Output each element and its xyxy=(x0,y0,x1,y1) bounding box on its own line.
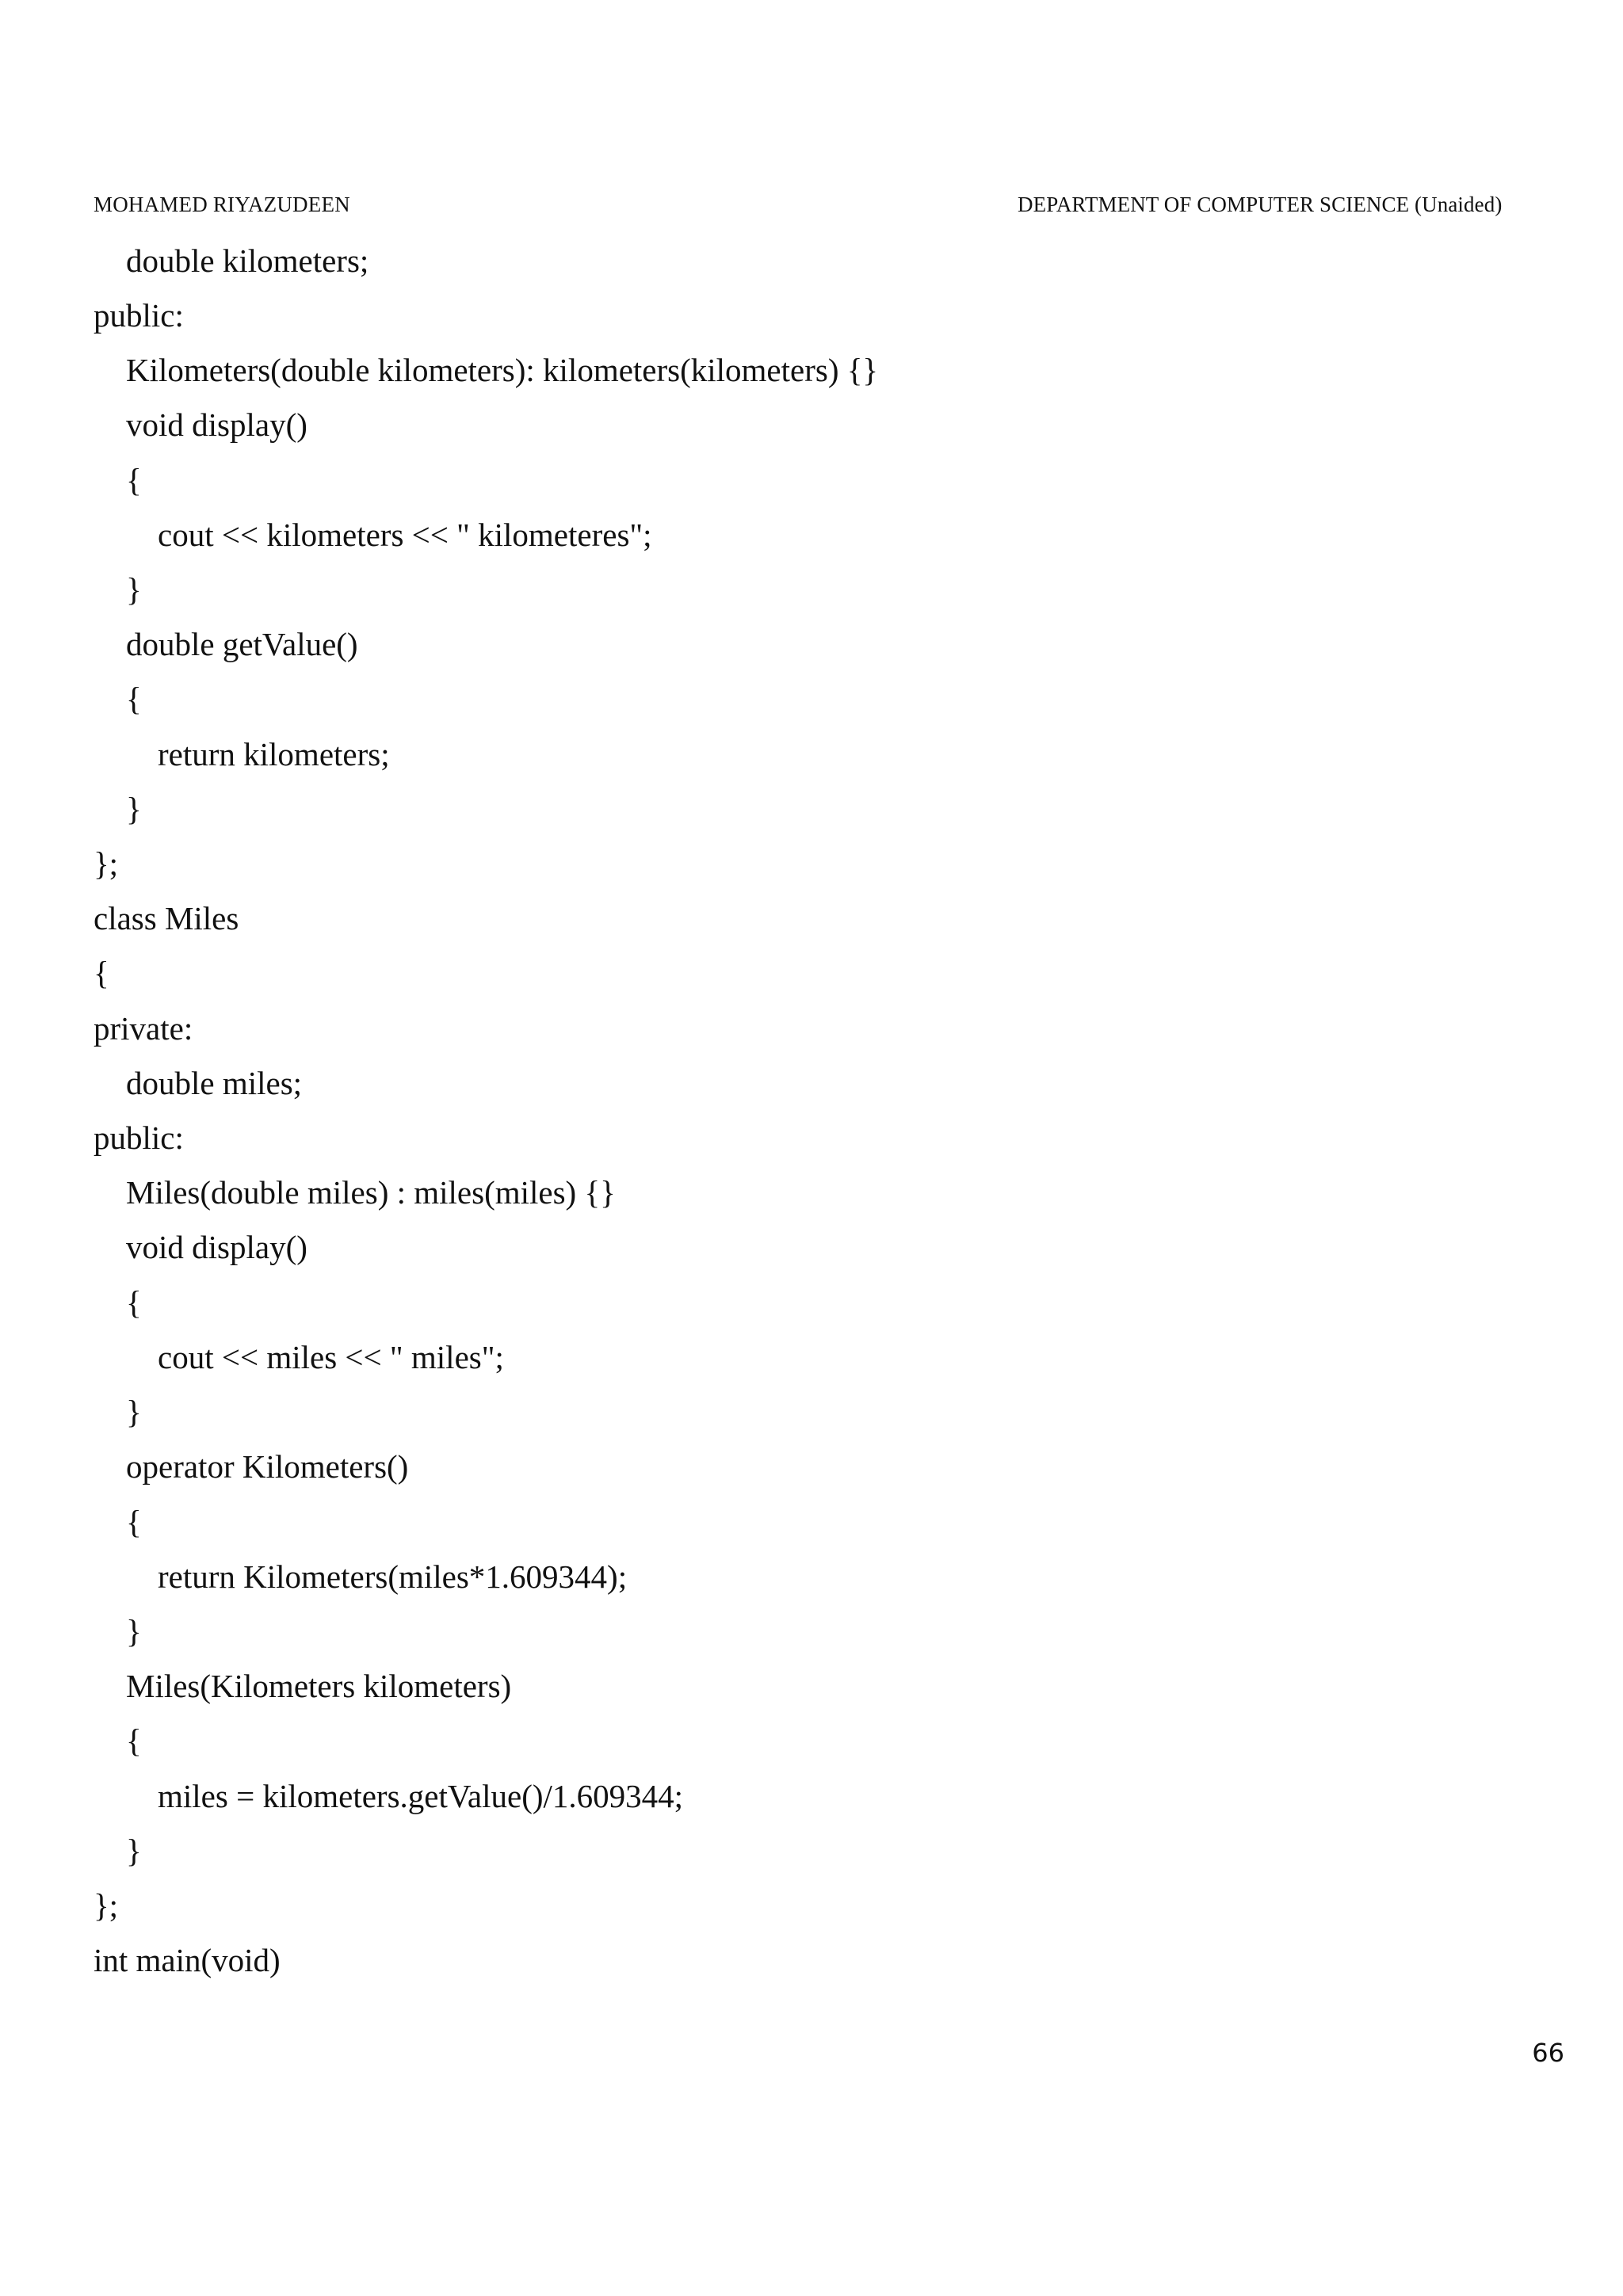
code-line: double getValue() xyxy=(126,626,358,662)
code-line: }; xyxy=(94,845,119,882)
code-line: } xyxy=(126,791,142,827)
code-line: { xyxy=(126,681,142,717)
code-line: cout << miles << " miles"; xyxy=(158,1339,504,1375)
code-line: { xyxy=(126,462,142,498)
code-line: private: xyxy=(94,1010,193,1047)
code-line: } xyxy=(126,1394,142,1430)
code-line: public: xyxy=(94,297,184,334)
code-line: { xyxy=(94,955,109,991)
code-line: double kilometers; xyxy=(126,242,369,279)
code-line: return kilometers; xyxy=(158,736,390,772)
code-line: return Kilometers(miles*1.609344); xyxy=(158,1558,628,1595)
header-department: DEPARTMENT OF COMPUTER SCIENCE (Unaided) xyxy=(1018,193,1503,216)
code-line: } xyxy=(126,571,142,608)
code-line: cout << kilometers << " kilometeres"; xyxy=(158,517,652,553)
code-line: class Miles xyxy=(94,900,239,936)
code-line: } xyxy=(126,1833,142,1869)
code-line: { xyxy=(126,1722,142,1759)
page-number: 66 xyxy=(1532,2038,1564,2068)
code-line: { xyxy=(126,1284,142,1321)
code-line: }; xyxy=(94,1887,119,1924)
code-line: int main(void) xyxy=(94,1942,281,1978)
code-line: { xyxy=(126,1504,142,1540)
header-author: MOHAMED RIYAZUDEEN xyxy=(94,193,350,216)
code-line: void display() xyxy=(126,406,307,443)
code-line: Miles(double miles) : miles(miles) {} xyxy=(126,1174,616,1211)
code-line: void display() xyxy=(126,1229,307,1265)
code-line: Kilometers(double kilometers): kilometers(kilometers) {} xyxy=(126,352,879,388)
code-line: operator Kilometers() xyxy=(126,1448,409,1485)
code-line: } xyxy=(126,1613,142,1650)
code-line: miles = kilometers.getValue()/1.609344; xyxy=(158,1778,684,1814)
code-line: public: xyxy=(94,1119,184,1156)
code-line: double miles; xyxy=(126,1065,303,1101)
code-line: Miles(Kilometers kilometers) xyxy=(126,1668,512,1704)
